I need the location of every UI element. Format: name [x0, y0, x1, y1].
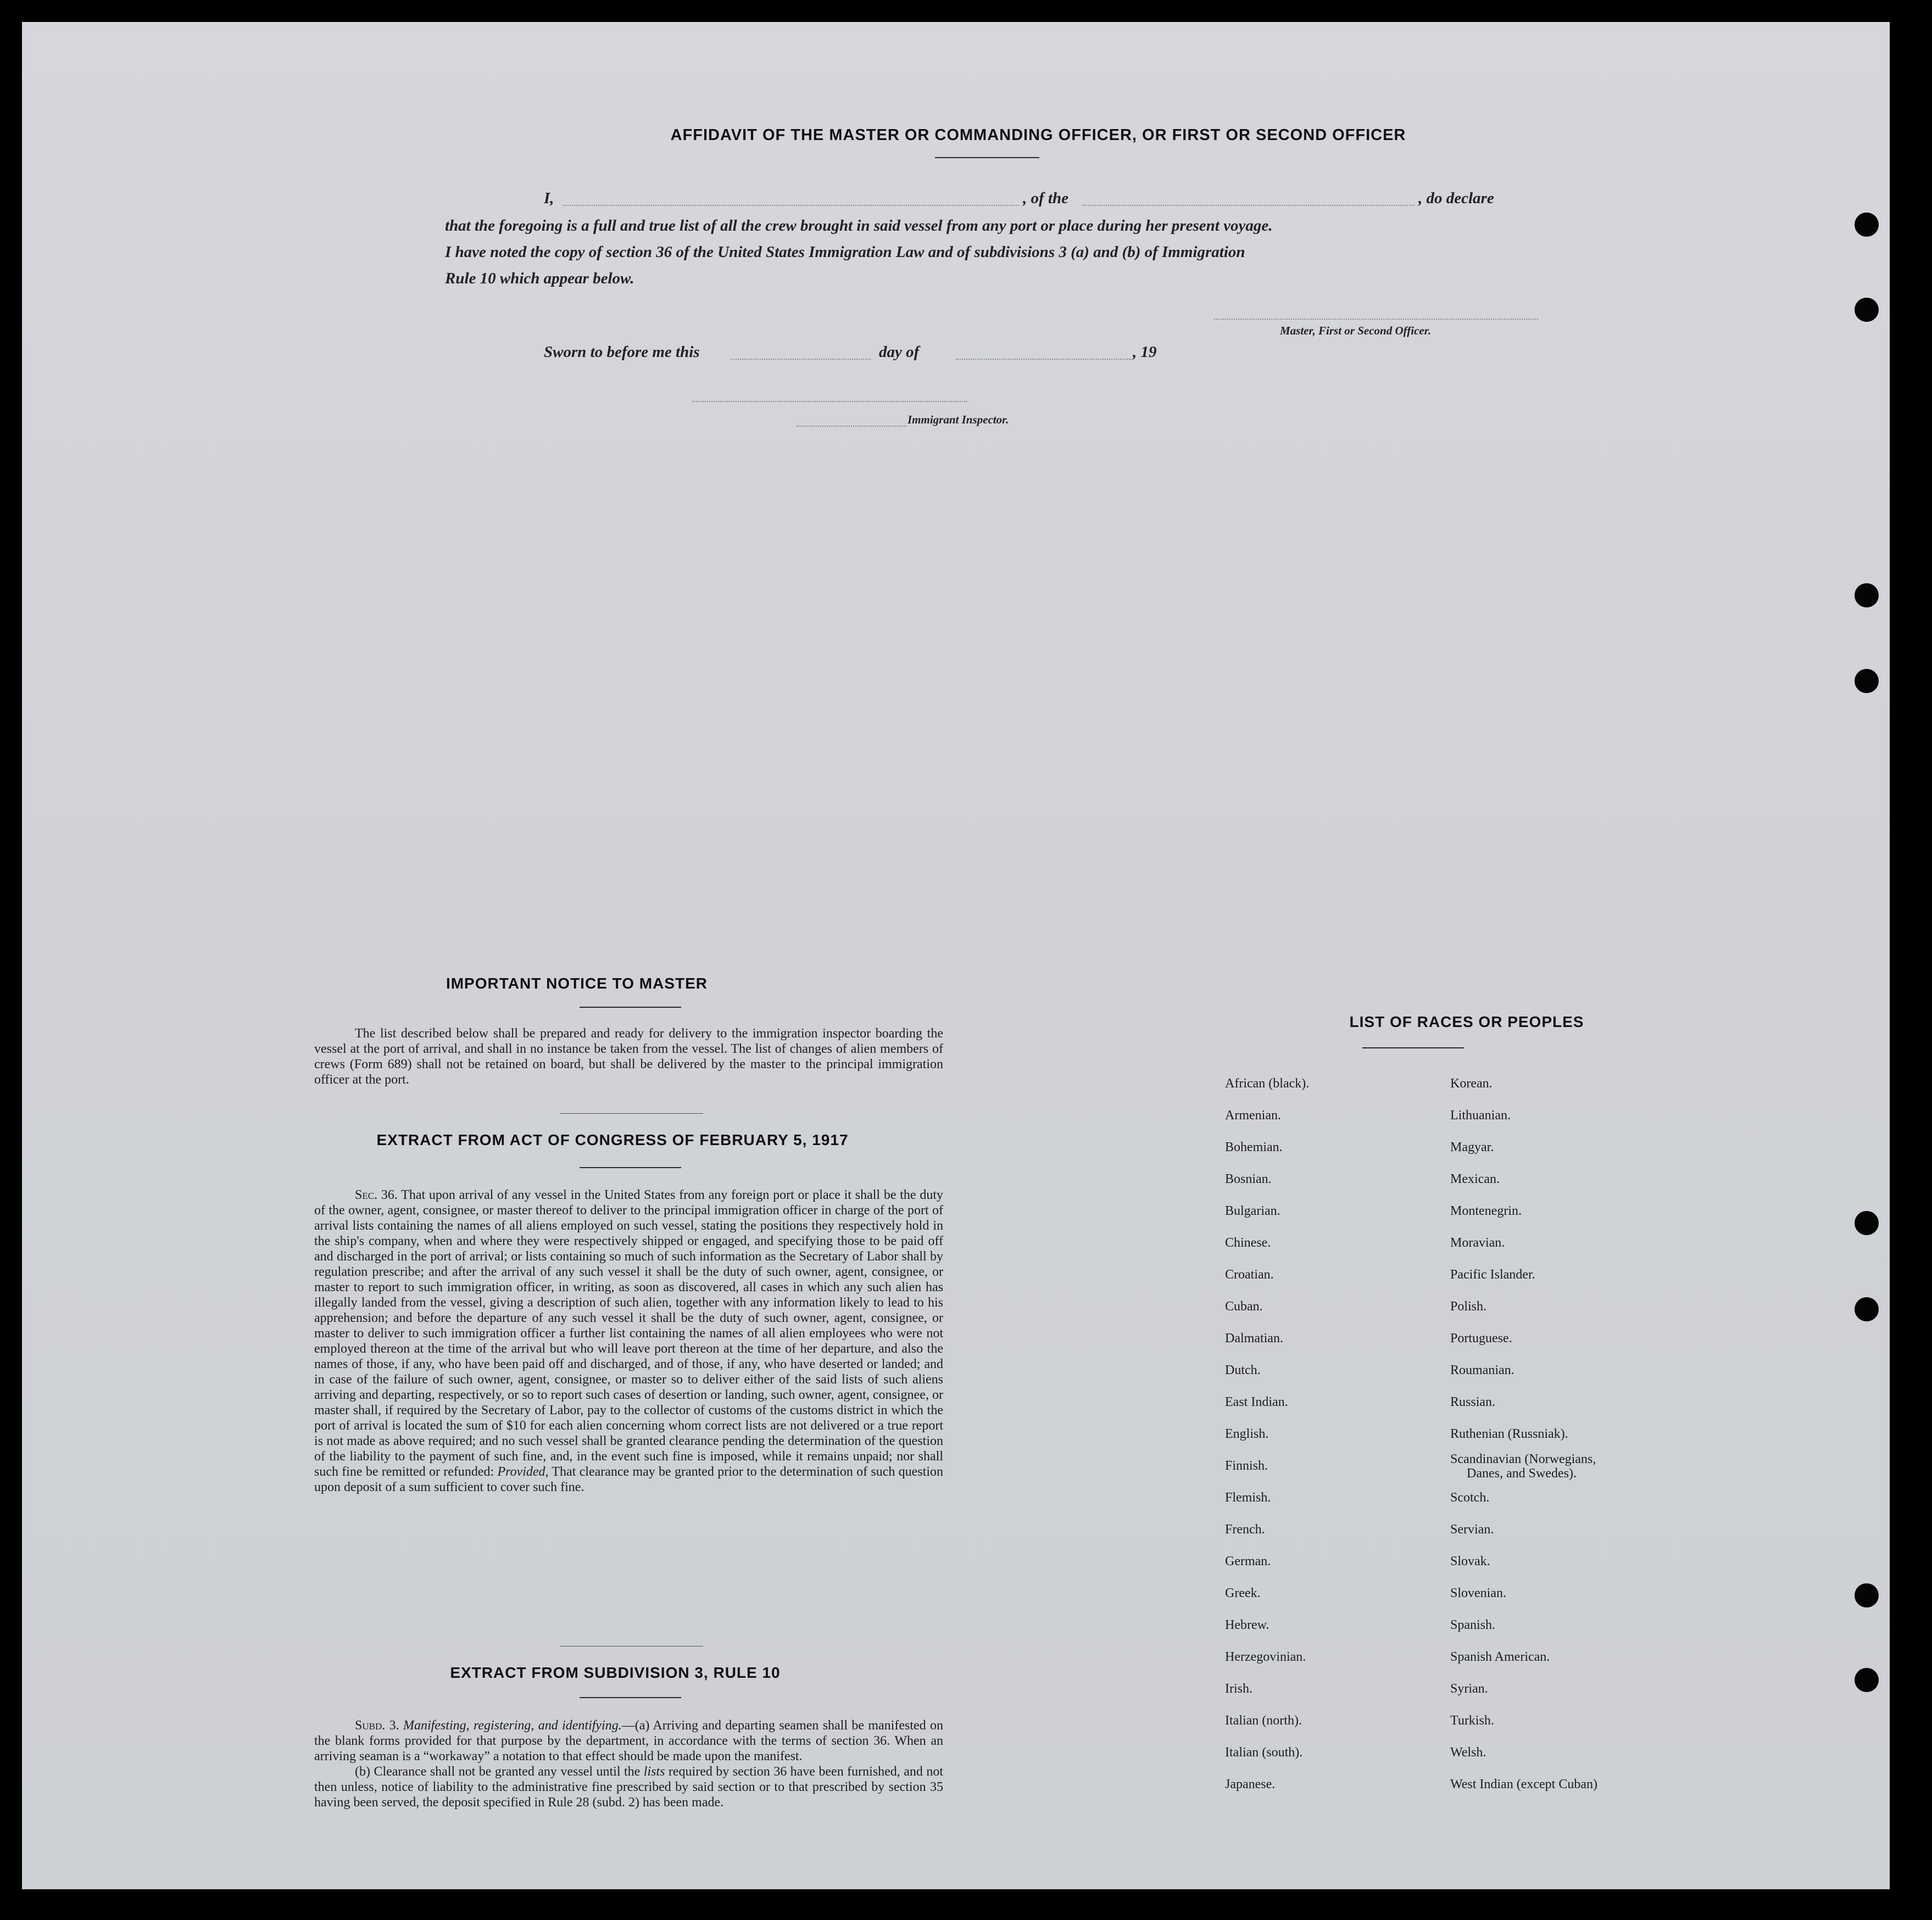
- notice-text: The list described below shall be prepared and ready for delivery to the immigration inspector boarding the vessel at the port of arrival, and shall in no instance be taken from the vessel. The list of changes of alien members of crews (Form 689) shall not be retained on board, but shall be delivered by the master to the principal immigration officer at the port.: [314, 1026, 943, 1087]
- race-right-text: Spanish.: [1450, 1618, 1496, 1632]
- affidavit-title: AFFIDAVIT OF THE MASTER OR COMMANDING OFFICER, OR FIRST OR SECOND OFFICER: [670, 126, 1406, 144]
- race-right-item: [1450, 1618, 1495, 1632]
- race-row: [1225, 1236, 1719, 1268]
- race-right-text: Polish.: [1450, 1299, 1487, 1314]
- race-right-item: [1450, 1395, 1495, 1409]
- inspector-top-line: [692, 401, 967, 402]
- inspector-signature-line[interactable]: [797, 426, 906, 427]
- race-right-item: [1450, 1777, 1597, 1791]
- sec-36-label: Sec. 36.: [355, 1188, 398, 1202]
- binder-hole: [1855, 1211, 1879, 1235]
- race-row: [1225, 1331, 1719, 1363]
- race-right-text: Korean.: [1450, 1076, 1493, 1091]
- race-right-text: Roumanian.: [1450, 1363, 1515, 1377]
- binder-hole: [1855, 583, 1879, 607]
- race-right-item: [1450, 1427, 1568, 1441]
- race-right-text: Spanish American.: [1450, 1650, 1550, 1664]
- race-right-text: West Indian (except Cuban): [1450, 1777, 1597, 1791]
- affidavit-declaration-line: [445, 189, 1549, 211]
- act-extract-title-rule: [580, 1167, 681, 1168]
- subd-b-text-2: required by section 36 have been furnished, and not then unless, notice of liability to the administrative fine prescribed by said section or to that prescribed by section 35 having been served, the deposit specified in Rule 28 (subd. 2) has been made.: [314, 1765, 944, 1810]
- subd-b-lists: lists: [643, 1765, 665, 1779]
- race-right-text: Magyar.: [1450, 1140, 1494, 1154]
- vessel-name-field[interactable]: [1082, 205, 1415, 206]
- race-left-item: Bosnian.: [1225, 1172, 1272, 1186]
- race-row: [1225, 1745, 1719, 1777]
- races-title: LIST OF RACES OR PEOPLES: [1349, 1013, 1584, 1030]
- rule-extract-title: EXTRACT FROM SUBDIVISION 3, RULE 10: [450, 1664, 781, 1681]
- race-right-item: [1450, 1299, 1486, 1314]
- race-right-item: [1450, 1682, 1488, 1696]
- race-right-item: [1450, 1745, 1486, 1760]
- race-row: [1225, 1554, 1719, 1586]
- race-right-item: [1450, 1140, 1494, 1154]
- binder-hole: [1855, 1583, 1879, 1608]
- race-left-item: Hebrew.: [1225, 1618, 1270, 1632]
- race-right-text: Ruthenian (Russniak).: [1450, 1427, 1568, 1441]
- race-right-item: [1450, 1586, 1506, 1600]
- race-right-item: [1450, 1268, 1535, 1282]
- race-right-item: [1450, 1714, 1494, 1728]
- binder-hole: [1855, 1297, 1879, 1321]
- race-right-text: Turkish.: [1450, 1714, 1494, 1728]
- race-row: [1225, 1491, 1719, 1522]
- race-left-item: Japanese.: [1225, 1777, 1276, 1791]
- race-right-text: Montenegrin.: [1450, 1204, 1522, 1218]
- race-left-item: East Indian.: [1225, 1395, 1288, 1409]
- race-right-item: [1450, 1076, 1493, 1091]
- race-left-item: French.: [1225, 1522, 1265, 1537]
- race-row: [1225, 1268, 1719, 1299]
- act-extract-text: [314, 1187, 943, 1495]
- race-left-item: African (black).: [1225, 1076, 1310, 1091]
- race-right-text: Servian.: [1450, 1522, 1494, 1537]
- affidavit-line-3: I have noted the copy of section 36 of the United States Immigration Law and of subdivisions 3 (a) and (b) of Immigration: [445, 243, 1245, 261]
- provided-word: Provided,: [497, 1465, 549, 1479]
- race-left-item: Chinese.: [1225, 1236, 1271, 1250]
- race-left-item: German.: [1225, 1554, 1271, 1569]
- declarant-i-label: I,: [544, 189, 554, 207]
- act-extract-title: EXTRACT FROM ACT OF CONGRESS OF FEBRUARY 5, 1917: [376, 1131, 849, 1148]
- do-declare-label: , do declare: [1418, 189, 1494, 207]
- affidavit-line-2: that the foregoing is a full and true list of all the crew brought in said vessel from any port or place during her present voyage.: [445, 217, 1273, 235]
- race-left-item: Herzegovinian.: [1225, 1650, 1306, 1664]
- subd-b-marker: (b): [355, 1765, 370, 1779]
- race-row: [1225, 1777, 1719, 1809]
- race-right-text: Scandinavian (Norwegians,: [1450, 1452, 1596, 1466]
- declarant-name-field[interactable]: [563, 205, 1019, 206]
- race-right-item: [1450, 1172, 1500, 1186]
- race-right-text: Russian.: [1450, 1395, 1496, 1409]
- sworn-month-field[interactable]: [956, 359, 1132, 360]
- race-right-item: [1450, 1331, 1512, 1346]
- race-row: [1225, 1452, 1719, 1491]
- master-signature-line[interactable]: [1214, 319, 1538, 320]
- year-prefix: , 19: [1133, 343, 1157, 361]
- subd-b-text-1: Clearance shall not be granted any vessel until the: [374, 1765, 641, 1779]
- race-right-item: [1450, 1452, 1596, 1481]
- race-left-item: Irish.: [1225, 1682, 1252, 1696]
- subd-a-text: Arriving and departing seamen shall be manifested on the blank forms provided for that purpose by the department, in accordance with the terms of section 36. When an arriving seaman is a “workaway” a notation to that effect should be made upon the manifest.: [314, 1718, 943, 1763]
- race-row: [1225, 1650, 1719, 1682]
- notice-divider: [560, 1113, 703, 1114]
- races-title-rule: [1362, 1047, 1464, 1048]
- inspector-label: Immigrant Inspector.: [907, 413, 1009, 426]
- notice-title: IMPORTANT NOTICE TO MASTER: [446, 975, 708, 992]
- race-right-text: Syrian.: [1450, 1682, 1488, 1696]
- race-right-text: Scotch.: [1450, 1491, 1490, 1505]
- race-row: [1225, 1682, 1719, 1714]
- race-row: [1225, 1172, 1719, 1204]
- race-row: [1225, 1363, 1719, 1395]
- subd-3-label: Subd. 3.: [355, 1718, 399, 1733]
- race-row: [1225, 1076, 1719, 1108]
- binder-hole: [1855, 1668, 1879, 1692]
- of-the-label: , of the: [1023, 189, 1068, 207]
- race-right-item: [1450, 1108, 1511, 1123]
- race-right-text: Portuguese.: [1450, 1331, 1512, 1346]
- race-left-item: Armenian.: [1225, 1108, 1281, 1123]
- races-list: [1225, 1076, 1719, 1809]
- sworn-line: [445, 343, 1214, 365]
- document-page: [22, 22, 1890, 1889]
- race-row: [1225, 1204, 1719, 1236]
- day-of-label: day of: [879, 343, 920, 361]
- binder-hole: [1855, 298, 1879, 322]
- race-left-item: Bohemian.: [1225, 1140, 1283, 1154]
- race-row: [1225, 1140, 1719, 1172]
- race-right-text: Pacific Islander.: [1450, 1268, 1535, 1282]
- race-left-item: Finnish.: [1225, 1459, 1268, 1473]
- race-left-item: Italian (north).: [1225, 1714, 1302, 1728]
- rule-extract-text: [314, 1718, 943, 1810]
- race-right-text: Lithuanian.: [1450, 1108, 1511, 1123]
- race-left-item: Bulgarian.: [1225, 1204, 1280, 1218]
- race-right-text: Slovak.: [1450, 1554, 1490, 1569]
- race-row: [1225, 1714, 1719, 1745]
- affidavit-title-rule: [935, 157, 1039, 158]
- race-row: [1225, 1522, 1719, 1554]
- race-right-text: Slovenian.: [1450, 1586, 1506, 1600]
- race-right-item: [1450, 1554, 1490, 1569]
- race-left-item: Croatian.: [1225, 1268, 1274, 1282]
- subd-a-marker: (a): [634, 1718, 650, 1733]
- race-right-item: [1450, 1522, 1494, 1537]
- race-right-item: [1450, 1363, 1515, 1377]
- race-row: [1225, 1618, 1719, 1650]
- race-right-item: [1450, 1204, 1522, 1218]
- sec-36-text-end: That clearance may be granted prior to the determination of such question upon deposit of a sum sufficient to cover such fine.: [314, 1465, 944, 1494]
- binder-hole: [1855, 669, 1879, 693]
- race-left-item: Dalmatian.: [1225, 1331, 1283, 1346]
- race-left-item: Dutch.: [1225, 1363, 1261, 1377]
- subd-3-dash: —: [621, 1718, 635, 1733]
- sec-36-text: That upon arrival of any vessel in the United States from any foreign port or place it shall be the duty of the owner, agent, consignee, or master thereof to deliver to the principal immigration officer in charge of the port of arrival lists containing the names of all aliens employed on such vessel, stating the positions they respectively hold in the ship's company, when and where they were respectively shipped or engaged, and specifying those to be paid off and discharged in the port of arrival; or lists containing so much of such information as the Secretary of Labor shall by regulation prescribe; and after the arrival of any such vessel it shall be the duty of such owner, agent, consignee, or master to report to such immigration officer, in writing, as soon as discovered, all cases in which any such alien has illegally landed from the vessel, giving a description of such alien, together with any information likely to lead to his apprehension; and before the departure of any such vessel it shall be the duty of such owner, agent, consignee, or master to deliver to such immigration officer a further list containing the names of all alien employees who were not employed thereon at the time of the arrival but who will leave port thereon at the time of her departure, and also the names of those, if any, who have been paid off and discharged, and of those, if any, who have deserted or landed; and in case of the failure of such owner, agent, consignee, or master so to deliver either of the said lists of such aliens arriving and departing, respectively, or so to report such cases of desertion or landing, such owner, agent, consignee, or master shall, if required by the Secretary of Labor, pay to the collector of customs of the customs district in which the port of arrival is located the sum of $10 for each alien concerning whom correct lists are not delivered or a true report is not made as above required; and no such vessel shall be granted clearance pending the determination of the question of the liability to the payment of such fine, and, in the event such fine is imposed, while it remains unpaid; nor shall such fine be remitted or refunded:: [314, 1188, 943, 1479]
- race-right-item: [1450, 1236, 1505, 1250]
- race-right-item: [1450, 1650, 1550, 1664]
- sworn-prefix: Sworn to before me this: [544, 343, 700, 361]
- sworn-day-field[interactable]: [731, 359, 871, 360]
- race-left-item: Italian (south).: [1225, 1745, 1303, 1760]
- race-left-item: Flemish.: [1225, 1491, 1271, 1505]
- race-left-item: Cuban.: [1225, 1299, 1263, 1314]
- affidavit-line-4: Rule 10 which appear below.: [445, 270, 634, 287]
- subd-3-heading: Manifesting, registering, and identifying.: [403, 1718, 622, 1733]
- race-right-item: [1450, 1491, 1489, 1505]
- race-row: [1225, 1395, 1719, 1427]
- race-right-text: Mexican.: [1450, 1172, 1500, 1186]
- notice-title-rule: [580, 1007, 681, 1008]
- race-left-item: Greek.: [1225, 1586, 1261, 1600]
- race-right-text: Welsh.: [1450, 1745, 1486, 1760]
- race-row: [1225, 1586, 1719, 1618]
- race-row: [1225, 1108, 1719, 1140]
- master-signature-label: Master, First or Second Officer.: [1280, 324, 1431, 337]
- race-row: [1225, 1299, 1719, 1331]
- rule-extract-title-rule: [580, 1697, 681, 1698]
- race-right-continuation: Danes, and Swedes).: [1467, 1466, 1577, 1481]
- race-left-item: English.: [1225, 1427, 1269, 1441]
- binder-hole: [1855, 213, 1879, 237]
- race-right-text: Moravian.: [1450, 1236, 1505, 1250]
